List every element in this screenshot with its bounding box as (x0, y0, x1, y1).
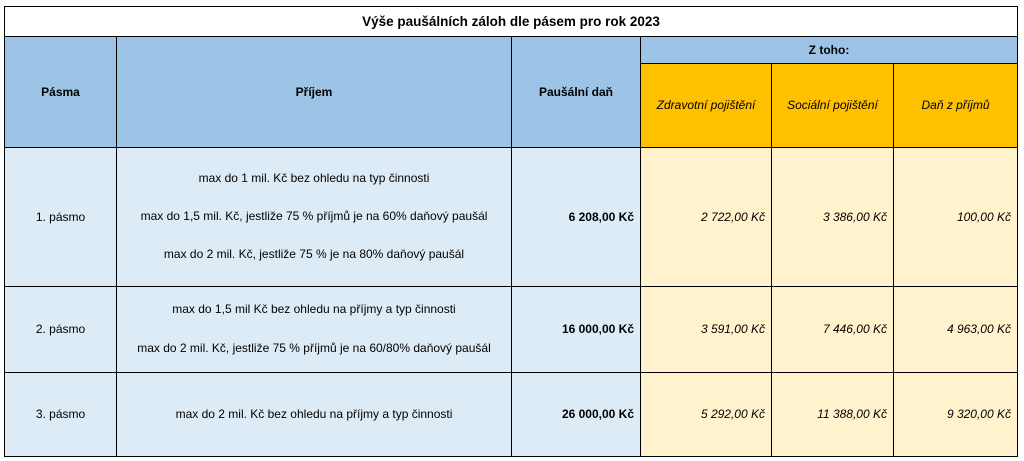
table-row (5, 147, 1018, 287)
income-condition: max do 1,5 mil. Kč, jestliže 75 % příjmů je na 60% daňový paušál (140, 209, 488, 224)
socialni-value: 3 386,00 Kč (772, 147, 894, 287)
table-row (5, 372, 1018, 456)
pausalni-dan-value: 26 000,00 Kč (512, 372, 641, 456)
table-title: Výše paušálních záloh dle pásem pro rok 2023 (5, 7, 1018, 37)
income-condition: max do 1 mil. Kč bez ohledu na typ činnosti (198, 171, 430, 186)
header-dan-z-prijmu: Daň z příjmů (894, 64, 1018, 147)
header-socialni: Sociální pojištění (772, 64, 894, 147)
header-prijem: Příjem (117, 37, 512, 147)
zdravotni-value: 5 292,00 Kč (641, 372, 772, 456)
dan-z-prijmu-value: 9 320,00 Kč (894, 372, 1018, 456)
income-cell (117, 287, 512, 372)
dan-z-prijmu-value: 100,00 Kč (894, 147, 1018, 287)
table-row (5, 287, 1018, 372)
socialni-value: 11 388,00 Kč (772, 372, 894, 456)
zdravotni-value: 3 591,00 Kč (641, 287, 772, 372)
income-condition: max do 2 mil. Kč, jestliže 75 % příjmů je na 60/80% daňový paušál (137, 341, 491, 356)
income-cell (117, 147, 512, 287)
header-zdravotni: Zdravotní pojištění (641, 64, 772, 147)
flat-tax-table (4, 6, 1018, 457)
pausalni-dan-value: 16 000,00 Kč (512, 287, 641, 372)
header-pausalni-dan: Paušální daň (512, 37, 641, 147)
pasmo-label: 1. pásmo (5, 147, 117, 287)
pausalni-dan-value: 6 208,00 Kč (512, 147, 641, 287)
socialni-value: 7 446,00 Kč (772, 287, 894, 372)
income-condition: max do 1,5 mil Kč bez ohledu na příjmy a typ činnosti (172, 302, 456, 317)
zdravotni-value: 2 722,00 Kč (641, 147, 772, 287)
income-cell (117, 372, 512, 456)
header-pasma: Pásma (5, 37, 117, 147)
pasmo-label: 2. pásmo (5, 287, 117, 372)
income-condition: max do 2 mil. Kč, jestliže 75 % je na 80% daňový paušál (163, 247, 465, 262)
dan-z-prijmu-value: 4 963,00 Kč (894, 287, 1018, 372)
income-condition: max do 2 mil. Kč bez ohledu na příjmy a typ činnosti (175, 406, 453, 421)
pasmo-label: 3. pásmo (5, 372, 117, 456)
header-z-toho: Z toho: (641, 37, 1018, 64)
